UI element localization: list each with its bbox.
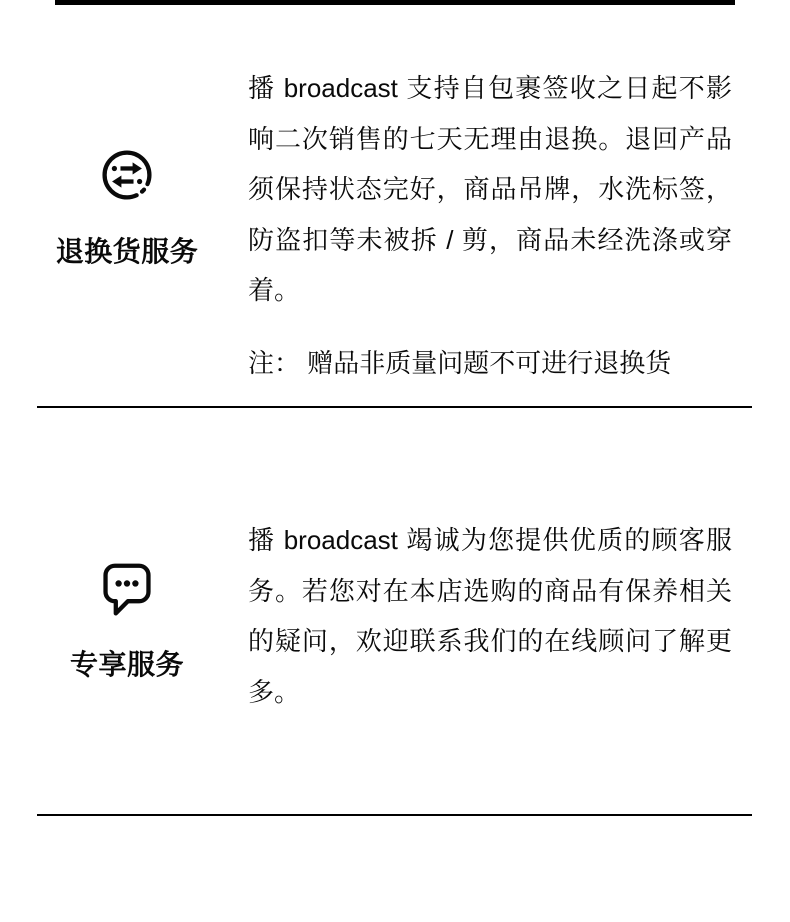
return-exchange-text: [248, 63, 732, 388]
section-divider: [37, 814, 752, 816]
exclusive-service-text: [248, 515, 732, 717]
return-policy-paragraph: 播 broadcast 支持自包裹签收之日起不影响二次销售的七天无理由退换。退回产品须保持状态完好，商品吊牌，水洗标签，防盗扣等未被拆 / 剪，商品未经洗涤或穿着。: [248, 73, 732, 305]
exchange-arrows-icon: [99, 147, 155, 209]
previous-section-bottom-edge: [55, 0, 735, 5]
return-policy-note: 注： 赠品非质量问题不可进行退换货: [248, 347, 672, 378]
customer-service-paragraph: 播 broadcast 竭诚为您提供优质的顾客服务。若您对在本店选购的商品有保养相关的疑问，欢迎联系我们的在线顾问了解更多。: [248, 525, 732, 707]
section-divider: [37, 406, 752, 408]
return-exchange-header: [40, 147, 214, 270]
section-label: 退换货服务: [55, 236, 199, 267]
section-label: 专享服务: [69, 649, 184, 680]
exclusive-service-header: [40, 560, 214, 683]
chat-dots-icon: [99, 560, 155, 622]
